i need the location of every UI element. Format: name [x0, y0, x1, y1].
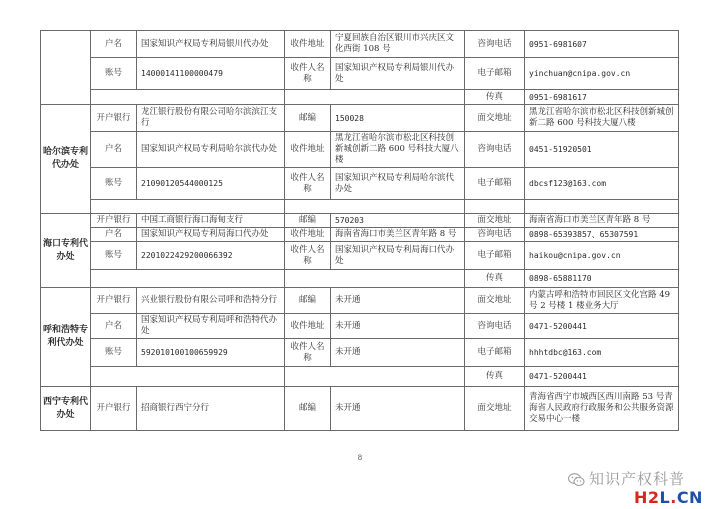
counter-address-value: 海南省海口市美兰区青年路 8 号: [525, 214, 679, 228]
bank-value: 中国工商银行海口海甸支行: [137, 214, 285, 228]
fax-value: 0951-6981617: [525, 90, 679, 105]
brand-l: L: [659, 488, 671, 507]
table-row: [41, 168, 679, 200]
table-row: [41, 314, 679, 339]
hotline-value: 0951-6981607: [525, 31, 679, 58]
email-label: 电子邮箱: [465, 242, 525, 270]
office-name-haikou: 海口专利代办处: [41, 214, 91, 288]
account-name-value: 国家知识产权局专利局海口代办处: [137, 228, 285, 242]
postcode-label: 邮编: [285, 214, 331, 228]
table-row: [41, 339, 679, 367]
office-name-cell: [41, 31, 91, 105]
account-no-value: 2201022429200066392: [137, 242, 285, 270]
recipient-label: 收件人名称: [285, 168, 331, 200]
account-name-value: 国家知识产权局专利局呼和浩特代办处: [137, 314, 285, 339]
counter-address-value: 黑龙江省哈尔滨市松北区科技创新城创新二路 600 号科技大厦八楼: [525, 105, 679, 132]
postcode-label: 邮编: [285, 387, 331, 431]
email-value: hhhtdbc@163.com: [525, 339, 679, 367]
recipient-value: 国家知识产权局专利局哈尔滨代办处: [331, 168, 465, 200]
address-value: 黑龙江省哈尔滨市松北区科技创新城创新二路 600 号科技大厦八楼: [331, 132, 465, 168]
fax-label: 传真: [465, 270, 525, 288]
account-no-label: 账号: [91, 242, 137, 270]
counter-address-label: 面交地址: [465, 387, 525, 431]
email-label: 电子邮箱: [465, 58, 525, 90]
address-label: 收件地址: [285, 132, 331, 168]
watermark: [568, 468, 685, 489]
email-value: haikou@cnipa.gov.cn: [525, 242, 679, 270]
address-value: 海南省海口市美兰区青年路 8 号: [331, 228, 465, 242]
recipient-label: 收件人名称: [285, 58, 331, 90]
address-label: 收件地址: [285, 31, 331, 58]
brand-logo: [634, 488, 703, 507]
postcode-label: 邮编: [285, 288, 331, 314]
brand-two: 2: [647, 488, 660, 507]
table-row: [41, 228, 679, 242]
postcode-label: 邮编: [285, 105, 331, 132]
table-row: [41, 31, 679, 58]
office-name-xining: 西宁专利代办处: [41, 387, 91, 431]
counter-address-value: 内蒙古呼和浩特市回民区文化宫路 49 号 2 号楼 1 楼业务大厅: [525, 288, 679, 314]
wechat-icon: [568, 472, 585, 486]
account-no-value: 21090120544000125: [137, 168, 285, 200]
account-no-value: 14000141100000479: [137, 58, 285, 90]
account-no-label: 账号: [91, 168, 137, 200]
email-value: yinchuan@cnipa.gov.cn: [525, 58, 679, 90]
fax-label: 传真: [465, 367, 525, 387]
fee-payment-table: [40, 30, 679, 431]
bank-label: 开户银行: [91, 105, 137, 132]
email-value: dbcsf123@163.com: [525, 168, 679, 200]
email-label: 电子邮箱: [465, 168, 525, 200]
bank-value: 龙江银行股份有限公司哈尔滨滨江支行: [137, 105, 285, 132]
table-row: [41, 288, 679, 314]
address-value: 未开通: [331, 314, 465, 339]
bank-label: 开户银行: [91, 288, 137, 314]
account-name-label: 户名: [91, 31, 137, 58]
table-row: [41, 90, 679, 105]
table-row: [41, 58, 679, 90]
table-row: [41, 200, 679, 214]
bank-value: 兴业银行股份有限公司呼和浩特分行: [137, 288, 285, 314]
counter-address-label: 面交地址: [465, 105, 525, 132]
bank-label: 开户银行: [91, 214, 137, 228]
hotline-value: 0451-51920501: [525, 132, 679, 168]
counter-address-label: 面交地址: [465, 288, 525, 314]
fax-value: 0898-65881170: [525, 270, 679, 288]
brand-h: H: [634, 488, 648, 507]
account-no-value: 592010100100659929: [137, 339, 285, 367]
hotline-value: 0471-5200441: [525, 314, 679, 339]
recipient-value: 未开通: [331, 339, 465, 367]
office-name-hohhot: 呼和浩特专利代办处: [41, 288, 91, 387]
email-label: 电子邮箱: [465, 339, 525, 367]
recipient-value: 国家知识产权局专利局海口代办处: [331, 242, 465, 270]
office-name-harbin: 哈尔滨专利代办处: [41, 105, 91, 214]
counter-address-label: 面交地址: [465, 214, 525, 228]
page-number: 8: [357, 454, 363, 462]
counter-address-value: 青海省西宁市城西区西川南路 53 号青海省人民政府行政服务和公共服务资源交易中心一楼: [525, 387, 679, 431]
hotline-label: 咨询电话: [465, 31, 525, 58]
table-row: [41, 214, 679, 228]
recipient-label: 收件人名称: [285, 339, 331, 367]
table-row: [41, 105, 679, 132]
account-name-label: 户名: [91, 228, 137, 242]
account-no-label: 账号: [91, 58, 137, 90]
address-label: 收件地址: [285, 228, 331, 242]
fax-label: 传真: [465, 90, 525, 105]
bank-label: 开户银行: [91, 387, 137, 431]
postcode-value: 150028: [331, 105, 465, 132]
recipient-label: 收件人名称: [285, 242, 331, 270]
postcode-value: 未开通: [331, 387, 465, 431]
address-label: 收件地址: [285, 314, 331, 339]
address-value: 宁夏回族自治区银川市兴庆区文化西街 108 号: [331, 31, 465, 58]
postcode-value: 570203: [331, 214, 465, 228]
brand-dot: .: [670, 488, 677, 507]
table-row: [41, 387, 679, 431]
hotline-value: 0898-65393857、65307591: [525, 228, 679, 242]
watermark-text: 知识产权科普: [589, 470, 686, 488]
table-row: [41, 367, 679, 387]
account-name-value: 国家知识产权局专利局银川代办处: [137, 31, 285, 58]
table-row: [41, 242, 679, 270]
recipient-value: 国家知识产权局专利局银川代办处: [331, 58, 465, 90]
account-name-label: 户名: [91, 314, 137, 339]
fax-value: 0471-5200441: [525, 367, 679, 387]
account-name-label: 户名: [91, 132, 137, 168]
hotline-label: 咨询电话: [465, 314, 525, 339]
postcode-value: 未开通: [331, 288, 465, 314]
table-row: [41, 132, 679, 168]
bank-value: 招商银行西宁分行: [137, 387, 285, 431]
table-row: [41, 270, 679, 288]
brand-cn: CN: [676, 488, 703, 507]
account-no-label: 账号: [91, 339, 137, 367]
account-name-value: 国家知识产权局专利局哈尔滨代办处: [137, 132, 285, 168]
hotline-label: 咨询电话: [465, 228, 525, 242]
hotline-label: 咨询电话: [465, 132, 525, 168]
